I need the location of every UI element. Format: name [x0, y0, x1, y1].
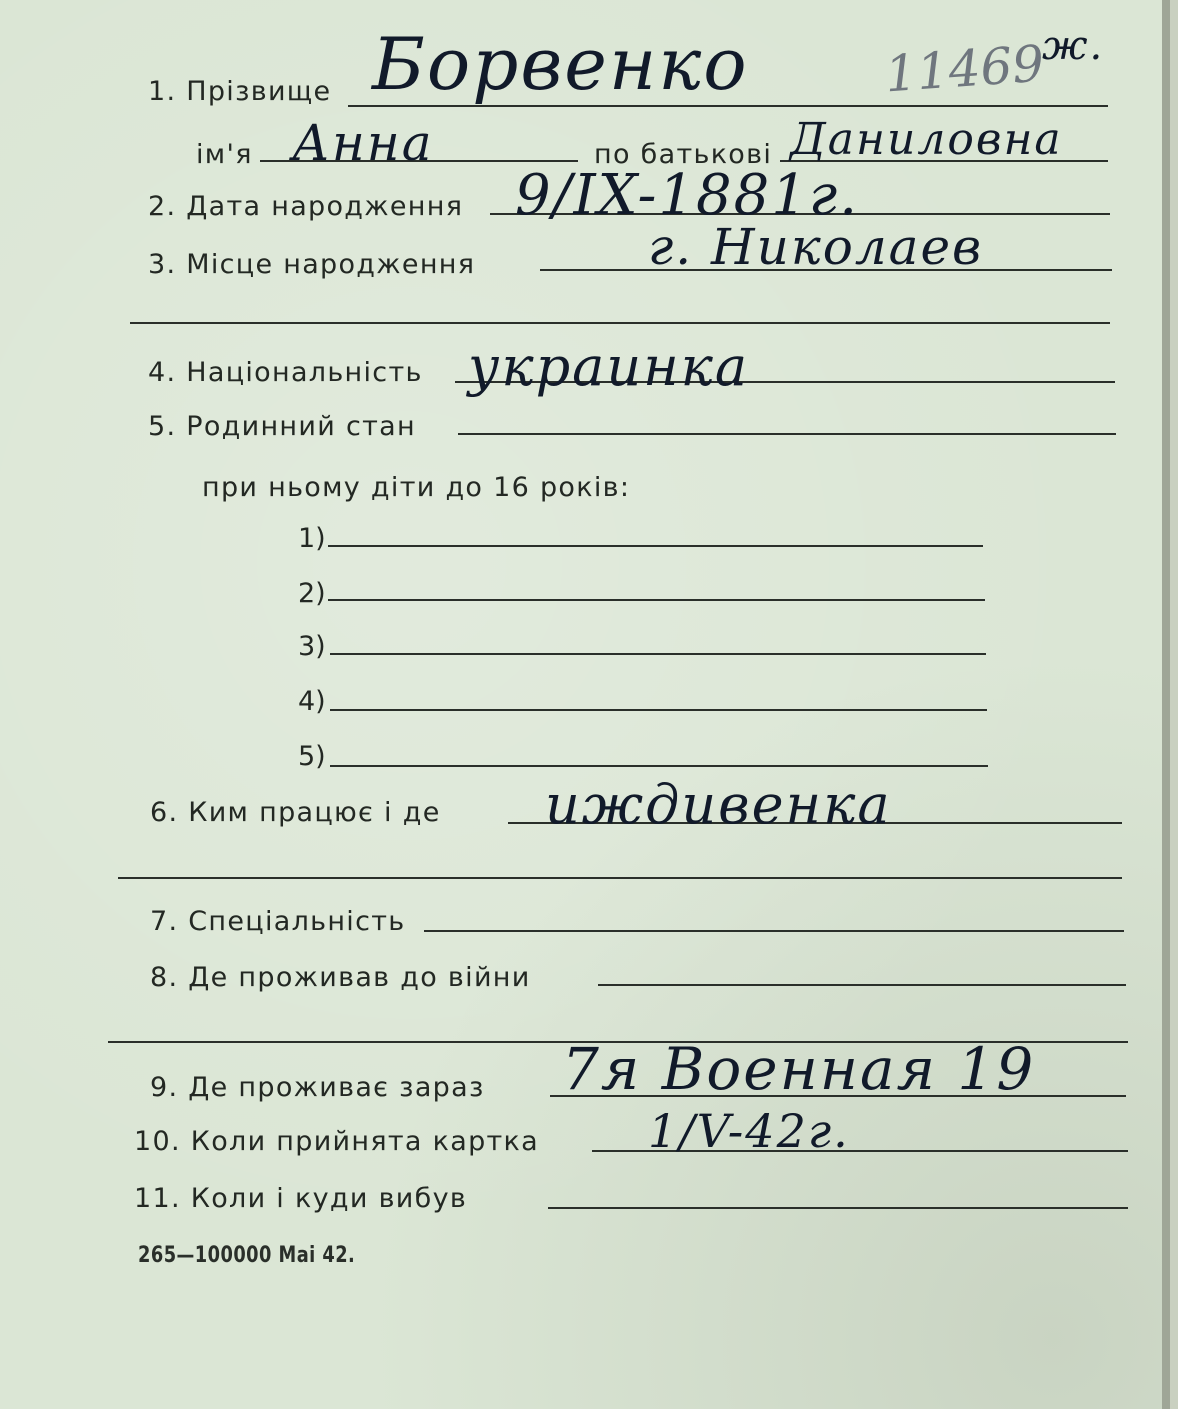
patronymic-label: по батькові	[594, 139, 773, 170]
birth-date-label: 2. Дата народження	[148, 191, 464, 222]
children-label: при ньому діти до 16 років:	[202, 472, 631, 503]
marital-status-line	[458, 433, 1116, 435]
card-accepted-entry: 1/V-42г.	[648, 1104, 850, 1158]
occupation-line-2	[118, 877, 1122, 879]
card-number: 11469	[883, 34, 1046, 104]
birth-place-line-2	[130, 322, 1110, 324]
child-3-line	[330, 653, 986, 655]
card-accepted-label: 10. Коли прийнята картка	[134, 1126, 540, 1157]
print-code: 265—100000 Mai 42.	[138, 1243, 356, 1268]
departure-line	[548, 1207, 1128, 1209]
child-2-number: 2)	[298, 578, 326, 609]
nationality-entry: украинка	[468, 335, 750, 398]
card-edge	[1162, 0, 1170, 1409]
birth-place-label: 3. Місце народження	[148, 249, 476, 280]
child-1-number: 1)	[298, 523, 326, 554]
nationality-label: 4. Національність	[148, 357, 423, 388]
child-4-line	[330, 709, 987, 711]
prewar-residence-line	[598, 984, 1126, 986]
departure-label: 11. Коли і куди вибув	[134, 1183, 468, 1214]
occupation-label: 6. Ким працює і де	[150, 797, 441, 828]
first-name-entry: Анна	[292, 114, 434, 172]
child-5-number: 5)	[298, 741, 326, 772]
child-3-number: 3)	[298, 631, 326, 662]
birth-place-entry: г. Николаев	[648, 218, 984, 276]
child-4-number: 4)	[298, 686, 326, 717]
current-residence-entry: 7я Военная 19	[562, 1035, 1036, 1103]
current-residence-label: 9. Де проживає зараз	[150, 1072, 485, 1103]
mark-entry: ж.	[1042, 23, 1105, 69]
surname-entry: Борвенко	[372, 22, 749, 106]
child-2-line	[328, 599, 985, 601]
speciality-line	[424, 930, 1124, 932]
occupation-entry: иждивенка	[545, 773, 892, 836]
marital-status-label: 5. Родинний стан	[148, 411, 416, 442]
first-name-label: ім'я	[196, 139, 253, 170]
prewar-residence-label: 8. Де проживав до війни	[150, 962, 531, 993]
child-1-line	[328, 545, 983, 547]
child-5-line	[330, 765, 988, 767]
surname-label: 1. Прізвище	[148, 76, 332, 107]
birth-date-entry: 9/IX-1881г.	[515, 163, 860, 228]
patronymic-entry: Даниловна	[790, 114, 1063, 165]
speciality-label: 7. Спеціальність	[150, 906, 406, 937]
